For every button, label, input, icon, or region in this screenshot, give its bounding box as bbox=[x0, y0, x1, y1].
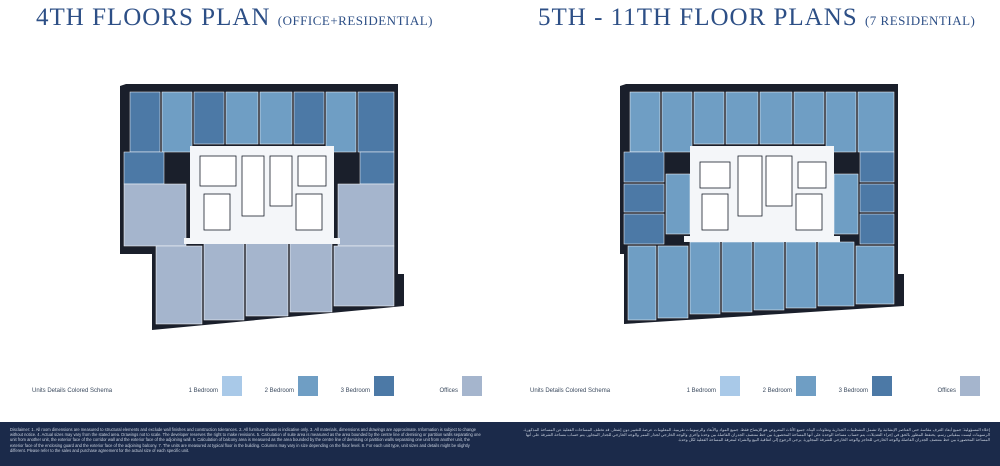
left-plan-title bbox=[36, 4, 433, 32]
disclaimer-footer bbox=[0, 422, 1000, 466]
legend-label: 2 Bedroom bbox=[762, 388, 792, 394]
left-plan-subtitle: (OFFICE+RESIDENTIAL) bbox=[277, 13, 434, 28]
left-plan-title-text: 4TH FLOORS PLAN bbox=[36, 4, 271, 31]
legend-item-3-bedroom bbox=[314, 374, 394, 402]
legend-item-3-bedroom bbox=[812, 374, 892, 402]
legend-item-2-bedroom bbox=[238, 374, 318, 402]
legend-schema-label: Units Details Colored Schema bbox=[32, 388, 113, 394]
right-plan-title-text: 5TH - 11TH FLOOR PLANS bbox=[538, 4, 858, 31]
legend-swatch bbox=[872, 376, 892, 396]
legend-item-offices bbox=[402, 374, 482, 402]
legend-swatch bbox=[462, 376, 482, 396]
legend-item-1-bedroom bbox=[660, 374, 740, 402]
legend-item-2-bedroom bbox=[736, 374, 816, 402]
legend-item-1-bedroom bbox=[162, 374, 242, 402]
legend-label: Offices bbox=[937, 388, 956, 394]
right-legend bbox=[520, 374, 995, 402]
legend-label: Offices bbox=[439, 388, 458, 394]
legend-swatch bbox=[374, 376, 394, 396]
legend-label: 2 Bedroom bbox=[264, 388, 294, 394]
legend-swatch bbox=[960, 376, 980, 396]
disclaimer-english: Disclaimer: 1. All room dimensions are measured to structural elements and exclude wall finishes and construction tolerances. 2. All furniture shown is indicative only. 3. All materials, dimensions and drawings are approximate. Information is subject to change without notice. 4. Actual sizes may vary from the stated area. Drawings not to scale. The developer reserves the right to make revisions. 5. Calculation of suite area is measured as the area bounded by the centre line of demising or partition walls separating one unit from another unit, the exterior face of the corridor wall and the exterior face of the adjoining wall. 6. Calculation of balcony area is measured as the area bounded by the centre line of demising or partition walls separating one unit from another unit, the exterior face of the enclosing guard and the exterior face of the adjoining balcony. 7. The units are measured at typical floor in the building. Columns may vary in size depending on the floor level. 8. For each unit type, unit sizes and details might be slightly different. Please refer to the sales and purchase agreement for the actual size of each specific unit. bbox=[10, 427, 481, 453]
floor-plan-5th-11th bbox=[620, 84, 904, 330]
floor-plan-4th bbox=[120, 84, 404, 330]
legend-label: 1 Bedroom bbox=[686, 388, 716, 394]
legend-label: 1 Bedroom bbox=[188, 388, 218, 394]
right-plan-title bbox=[538, 4, 975, 32]
right-plan-subtitle: (7 RESIDENTIAL) bbox=[864, 13, 976, 28]
legend-label: 3 Bedroom bbox=[340, 388, 370, 394]
left-legend bbox=[22, 374, 497, 402]
legend-schema-label: Units Details Colored Schema bbox=[530, 388, 611, 394]
legend-item-offices bbox=[900, 374, 980, 402]
legend-label: 3 Bedroom bbox=[838, 388, 868, 394]
disclaimer-arabic: إخلاء المسؤولية: جميع أبعاد الغرف مقاسة حتى العناصر الإنشائية ولا تشمل التشطيبات الجدارية وتفاوتات البناء. جميع الأثاث المعروض هو للإيضاح فقط. جميع المواد والأبعاد والرسومات تقريبية. المعلومات عرضة للتغيير دون إشعار. قد تختلف المساحات الفعلية عن المساحة المذكورة. الرسومات ليست بمقياس رسم. يحتفظ المطور بالحق في إجراء التعديلات. يتم حساب مساحة الوحدة على أنها المساحة المحصورة بين خط منتصف الجدران الفاصلة بين وحدة وأخرى والوجه الخارجي لجدار الممر والوجه الخارجي للجدار المجاور. يتم حساب مساحة الشرفة على أنها المساحة المحصورة بين خط منتصف الجدران الفاصلة والوجه الخارجي للحاجز والوجه الخارجي للشرفة المجاورة. يرجى الرجوع إلى اتفاقية البيع والشراء لمعرفة المساحة الفعلية لكل وحدة. bbox=[523, 427, 990, 443]
